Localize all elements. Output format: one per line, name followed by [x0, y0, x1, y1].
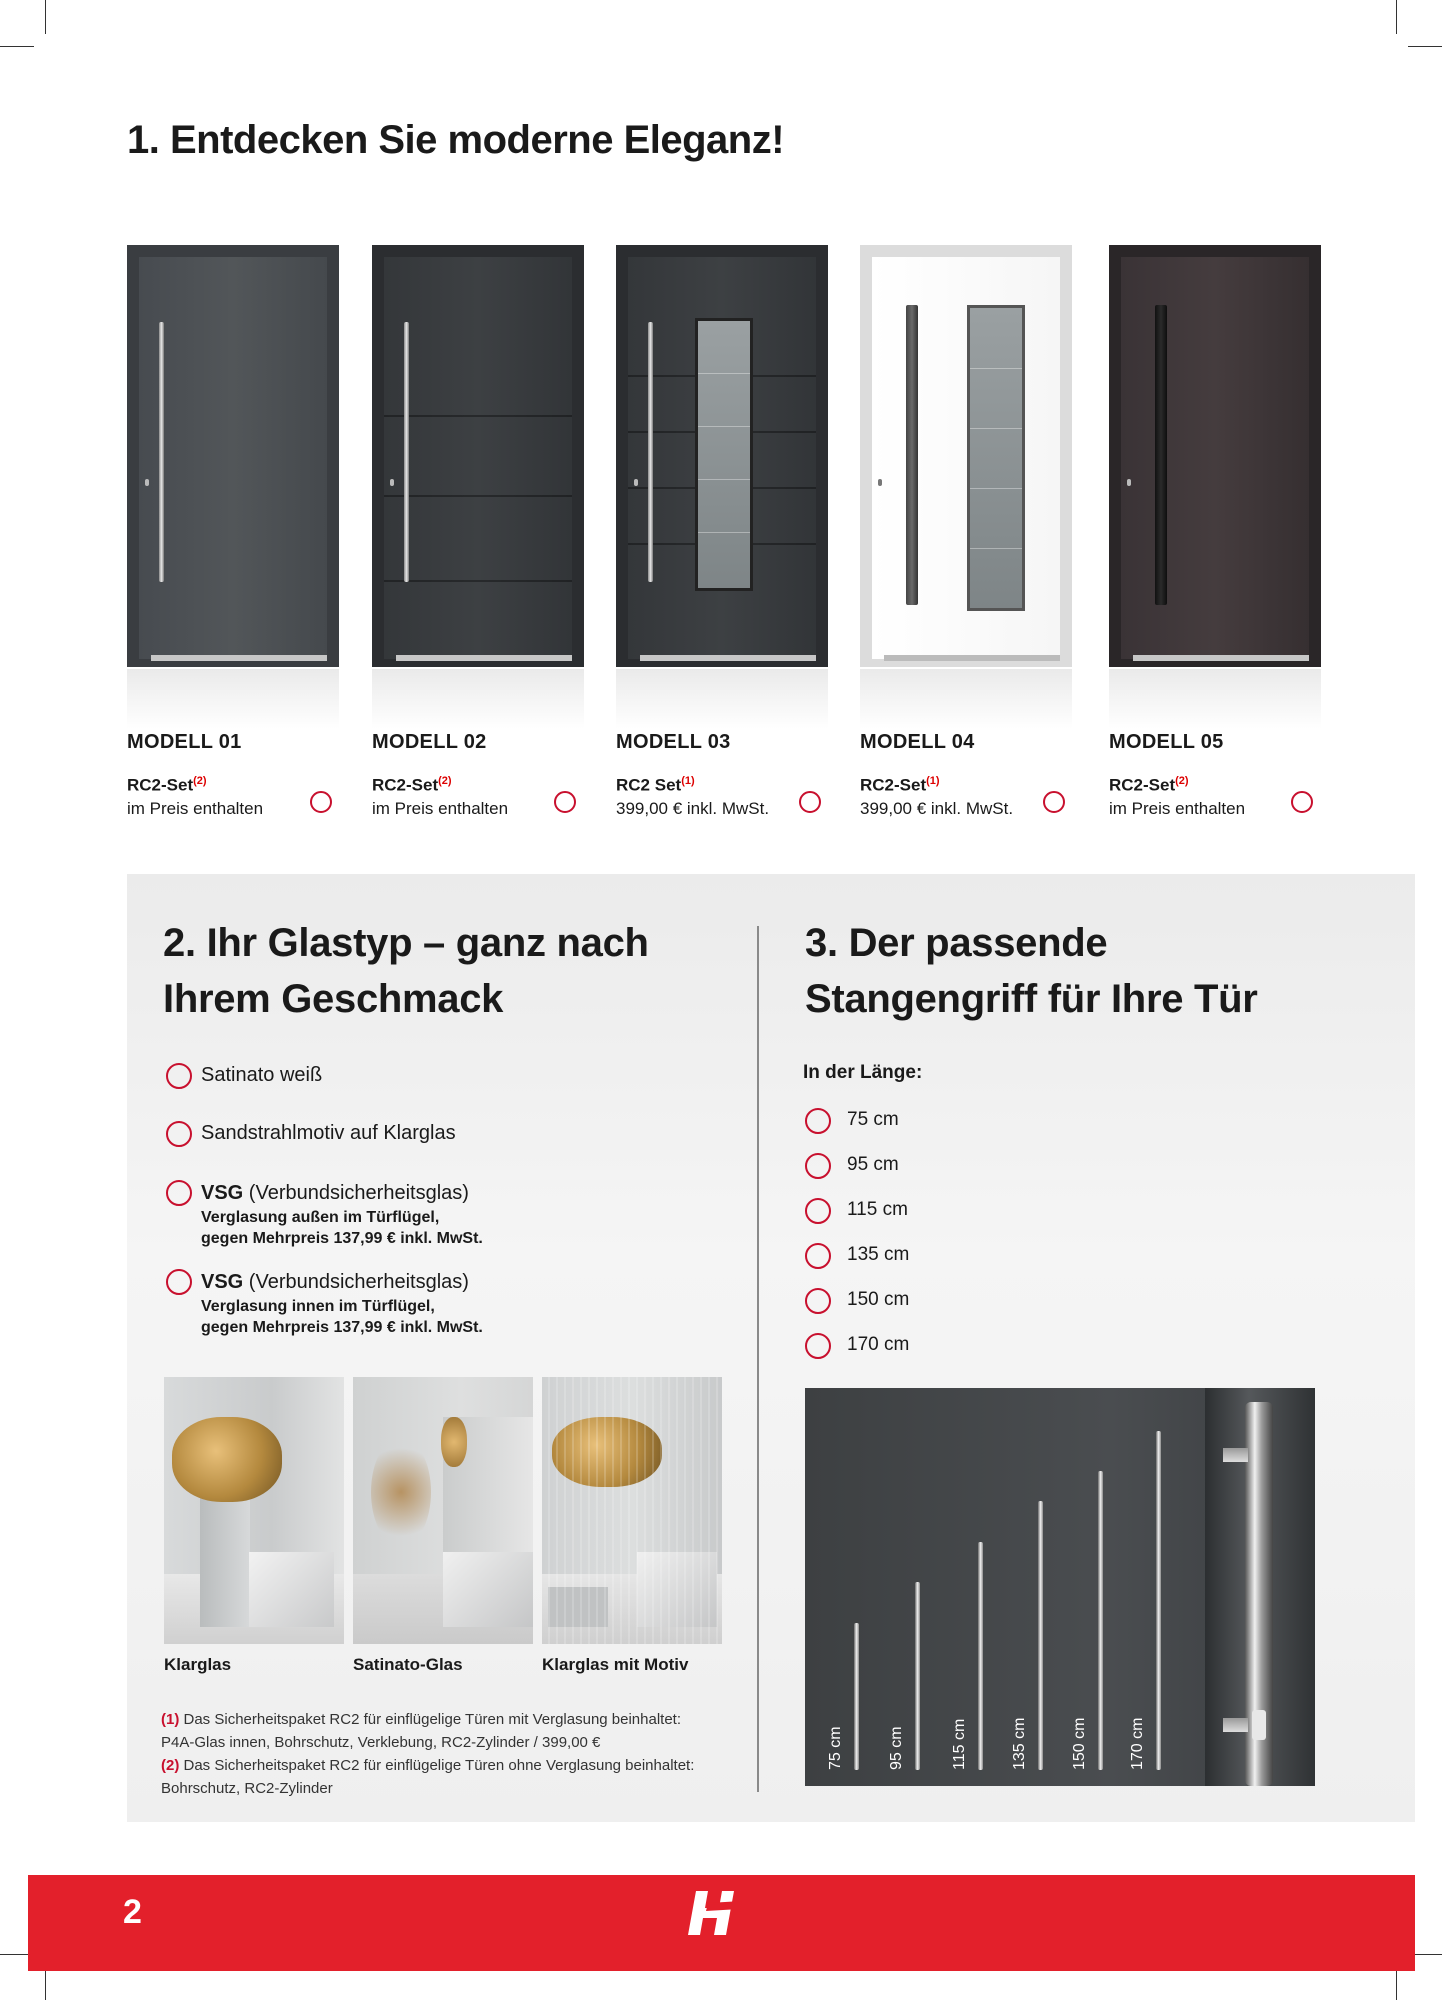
- grip-bar-label: 75 cm: [827, 1726, 844, 1770]
- model-name: MODELL 05: [1109, 731, 1224, 753]
- model-set: RC2 Set$^{(1)}$: [616, 775, 695, 795]
- model-price: 399,00 € inkl. MwSt.: [616, 799, 770, 818]
- door-lock: [1252, 1710, 1266, 1740]
- crop-mark: [0, 46, 34, 47]
- glass-image-klarglas-motiv: [542, 1377, 722, 1644]
- section3-title: 3. Der passende Stangengriff für Ihre Tür: [805, 921, 1258, 1021]
- radio-satinato-weiss[interactable]: [166, 1063, 192, 1089]
- radio-modell-01[interactable]: [310, 791, 332, 813]
- grip-bar-label: 115 cm: [951, 1718, 968, 1770]
- grip-bar-135: [1038, 1501, 1043, 1770]
- crop-mark: [45, 1966, 46, 2000]
- length-label: 150 cm: [847, 1289, 910, 1310]
- radio-length-95[interactable]: [805, 1153, 831, 1179]
- glass-caption: Satinato-Glas: [353, 1655, 463, 1674]
- door-sill: [396, 655, 572, 661]
- radio-length-150[interactable]: [805, 1288, 831, 1314]
- model-price: im Preis enthalten: [372, 799, 509, 818]
- door-image-modell-03: [616, 245, 828, 667]
- door-image-modell-01: [127, 245, 339, 667]
- door-lock: [634, 479, 638, 486]
- option-label: VSG (Verbundsicherheitsglas): [201, 1271, 469, 1293]
- section2-title: 2. Ihr Glastyp – ganz nach Ihrem Geschmack: [163, 921, 649, 1021]
- length-label: 75 cm: [847, 1109, 899, 1130]
- grip-bar-label: 95 cm: [888, 1726, 905, 1770]
- door-sill: [884, 655, 1060, 661]
- door-handle: [159, 322, 164, 582]
- door-handle: [1155, 305, 1167, 605]
- radio-modell-04[interactable]: [1043, 791, 1065, 813]
- model-name: MODELL 01: [127, 731, 242, 753]
- door-image-modell-05: [1109, 245, 1321, 667]
- grip-bar-75: [854, 1623, 859, 1770]
- door-glass: [967, 305, 1025, 611]
- door-image-modell-02: [372, 245, 584, 667]
- glass-caption: Klarglas mit Motiv: [542, 1655, 689, 1674]
- grip-bar-150: [1098, 1471, 1103, 1770]
- page-number: 2: [123, 1893, 142, 1931]
- door-lock: [390, 479, 394, 486]
- model-name: MODELL 02: [372, 731, 487, 753]
- model-price: im Preis enthalten: [127, 799, 264, 818]
- crop-mark: [1408, 46, 1442, 47]
- footnote-1: (1) Das Sicherheitspaket RC2 für einflügelige Türen mit Verglasung beinhaltet: P4A-Glas innen, Bohrschutz, Verklebung, RC2-Zylinder / 399,00 €: [161, 1711, 682, 1751]
- door-handle: [404, 322, 409, 582]
- door-handle: [906, 305, 918, 605]
- model-set: RC2-Set$^{(2)}$: [127, 775, 207, 795]
- option-sub: Verglasung innen im Türflügel, gegen Mehrpreis 137,99 € inkl. MwSt.: [201, 1298, 483, 1336]
- door-lock: [878, 479, 882, 486]
- grip-bar-label: 135 cm: [1011, 1717, 1028, 1770]
- radio-length-135[interactable]: [805, 1243, 831, 1269]
- glass-image-klarglas: [164, 1377, 344, 1644]
- door-sill: [151, 655, 327, 661]
- radio-length-75[interactable]: [805, 1108, 831, 1134]
- radio-modell-02[interactable]: [554, 791, 576, 813]
- model-price: 399,00 € inkl. MwSt.: [860, 799, 1014, 818]
- door-sill: [640, 655, 816, 661]
- crop-mark: [45, 0, 46, 34]
- door-lock: [1127, 479, 1131, 486]
- divider: [757, 926, 759, 1792]
- radio-sandstrahlmotiv[interactable]: [166, 1121, 192, 1147]
- door-sill: [1133, 655, 1309, 661]
- glass-caption: Klarglas: [164, 1655, 232, 1674]
- length-label: 95 cm: [847, 1154, 899, 1175]
- option-label: Sandstrahlmotiv auf Klarglas: [201, 1122, 456, 1144]
- grip-bar-115: [978, 1542, 983, 1770]
- length-label: 115 cm: [847, 1199, 908, 1220]
- crop-mark: [1396, 1966, 1397, 2000]
- door-image-modell-04: [860, 245, 1072, 667]
- crop-mark: [1396, 0, 1397, 34]
- grip-length-photo: [805, 1388, 1315, 1786]
- radio-length-170[interactable]: [805, 1333, 831, 1359]
- footnote-2: (2) Das Sicherheitspaket RC2 für einflügelige Türen ohne Verglasung beinhaltet: Bohrschutz, RC2-Zylinder: [161, 1757, 695, 1797]
- radio-modell-05[interactable]: [1291, 791, 1313, 813]
- option-sub: Verglasung außen im Türflügel, gegen Mehrpreis 137,99 € inkl. MwSt.: [201, 1209, 483, 1247]
- model-name: MODELL 04: [860, 731, 975, 753]
- grip-bar-170: [1156, 1431, 1161, 1770]
- grip-bar-label: 170 cm: [1129, 1717, 1146, 1770]
- glass-image-satinato: [353, 1377, 533, 1644]
- model-set: RC2-Set$^{(2)}$: [1109, 775, 1189, 795]
- radio-modell-03[interactable]: [799, 791, 821, 813]
- model-name: MODELL 03: [616, 731, 731, 753]
- grip-bar-95: [915, 1582, 920, 1770]
- option-label: VSG (Verbundsicherheitsglas): [201, 1182, 469, 1204]
- door-handle: [648, 322, 653, 582]
- brand-logo-icon: [686, 1889, 744, 1937]
- door-glass: [695, 318, 753, 591]
- model-set: RC2-Set$^{(1)}$: [860, 775, 940, 795]
- length-label: 170 cm: [847, 1334, 910, 1355]
- radio-length-115[interactable]: [805, 1198, 831, 1224]
- door-lock: [145, 479, 149, 486]
- length-heading: In der Länge:: [803, 1062, 923, 1083]
- option-label: Satinato weiß: [201, 1064, 323, 1086]
- model-set: RC2-Set$^{(2)}$: [372, 775, 452, 795]
- section1-title: 1. Entdecken Sie moderne Eleganz!: [127, 118, 785, 162]
- grip-bar-label: 150 cm: [1071, 1717, 1088, 1770]
- radio-vsg-aussen[interactable]: [166, 1180, 192, 1206]
- radio-vsg-innen[interactable]: [166, 1269, 192, 1295]
- length-label: 135 cm: [847, 1244, 910, 1265]
- model-price: im Preis enthalten: [1109, 799, 1246, 818]
